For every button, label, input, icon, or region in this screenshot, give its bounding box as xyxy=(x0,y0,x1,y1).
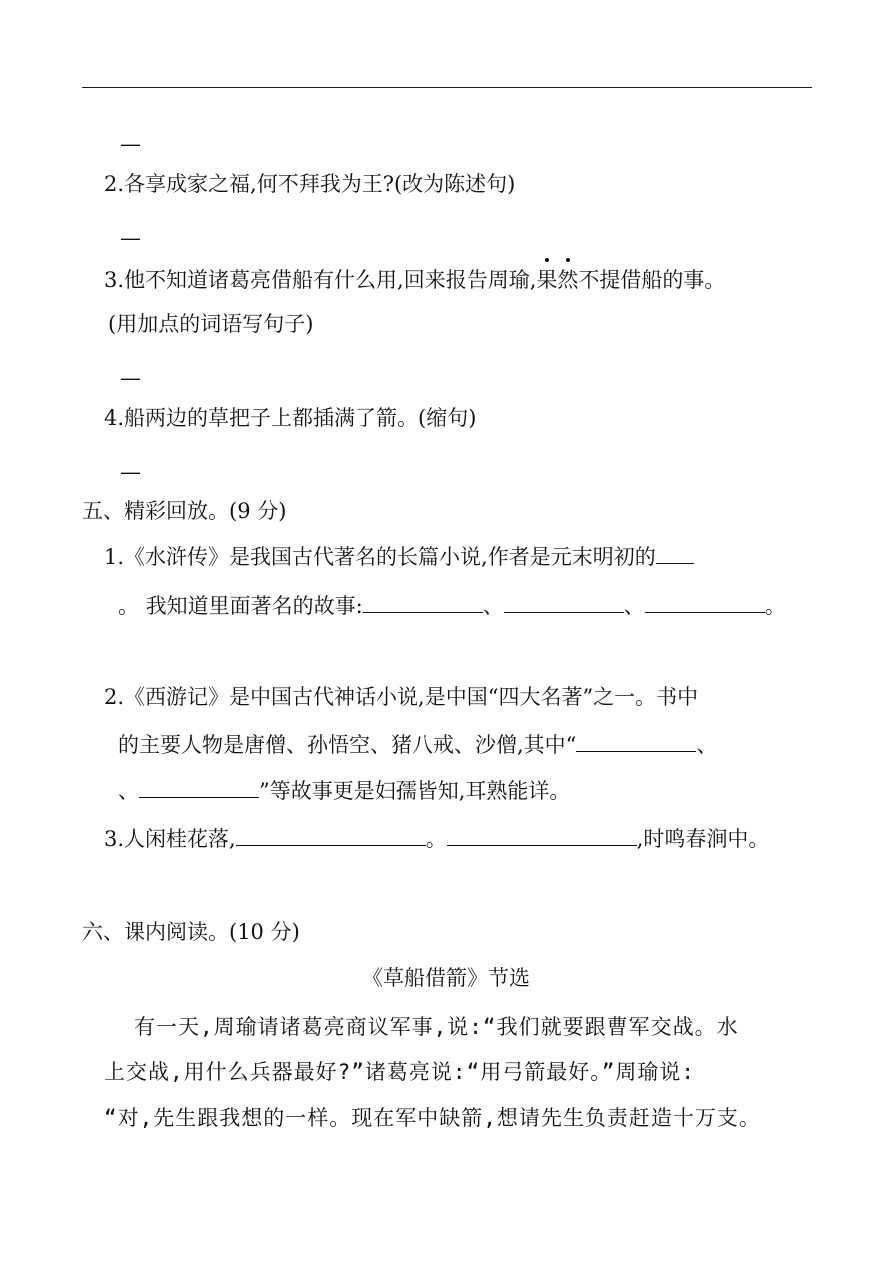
s5-item2-line2: 的主要人物是唐僧、孙悟空、猪八戒、沙僧,其中“ 、 xyxy=(118,733,718,757)
answer-blank[interactable] xyxy=(576,731,696,752)
answer-mark: — xyxy=(120,366,141,390)
question-2: 2.各享成家之福,何不拜我为王?(改为陈述句) xyxy=(104,172,516,196)
passage-line: “对,先生跟我想的一样。现在军中缺箭,想请先生负责赶造十万支。 xyxy=(104,1106,761,1130)
answer-blank[interactable] xyxy=(447,825,637,846)
section-5-title: 五、精彩回放。(9 分) xyxy=(82,499,287,523)
s5-item2-line1: 2.《西游记》是中国古代神话小说,是中国“四大名著”之一。书中 xyxy=(104,685,699,709)
s5-item2-line3: 、 ”等故事更是妇孺皆知,耳熟能详。 xyxy=(118,779,571,803)
s5-item1-line1: 1.《水浒传》是我国古代著名的长篇小说,作者是元末明初的 xyxy=(104,543,694,571)
answer-blank[interactable] xyxy=(363,592,483,613)
dotted-char: 然 xyxy=(557,268,579,292)
passage-line: 有一天,周瑜请诸葛亮商议军事,说:“我们就要跟曹军交战。水 xyxy=(134,1015,739,1039)
question-4: 4.船两边的草把子上都插满了箭。(缩句) xyxy=(104,406,477,430)
answer-mark: — xyxy=(120,460,141,484)
s5-item1-line2: 。 我知道里面著名的故事: 、 、 。 xyxy=(118,594,786,618)
answer-blank[interactable] xyxy=(236,825,426,846)
answer-mark: — xyxy=(120,132,141,156)
answer-blank[interactable] xyxy=(645,592,765,613)
answer-blank[interactable] xyxy=(656,543,694,564)
dotted-char: 果 xyxy=(536,268,558,292)
passage-title: 《草船借箭》节选 xyxy=(362,966,530,990)
answer-blank[interactable] xyxy=(139,777,259,798)
section-6-title: 六、课内阅读。(10 分) xyxy=(82,920,300,944)
answer-blank[interactable] xyxy=(504,592,624,613)
passage-line: 上交战,用什么兵器最好?”诸葛亮说:“用弓箭最好。”周瑜说: xyxy=(104,1060,695,1084)
question-3: 3.他不知道诸葛亮借船有什么用,回来报告周瑜,果然不提借船的事。 xyxy=(104,268,726,292)
s5-item3: 3.人闲桂花落, 。 ,时鸣春涧中。 xyxy=(104,827,770,851)
top-rule xyxy=(82,87,812,88)
answer-mark: — xyxy=(120,226,141,250)
question-3-instruction: (用加点的词语写句子) xyxy=(108,312,314,336)
